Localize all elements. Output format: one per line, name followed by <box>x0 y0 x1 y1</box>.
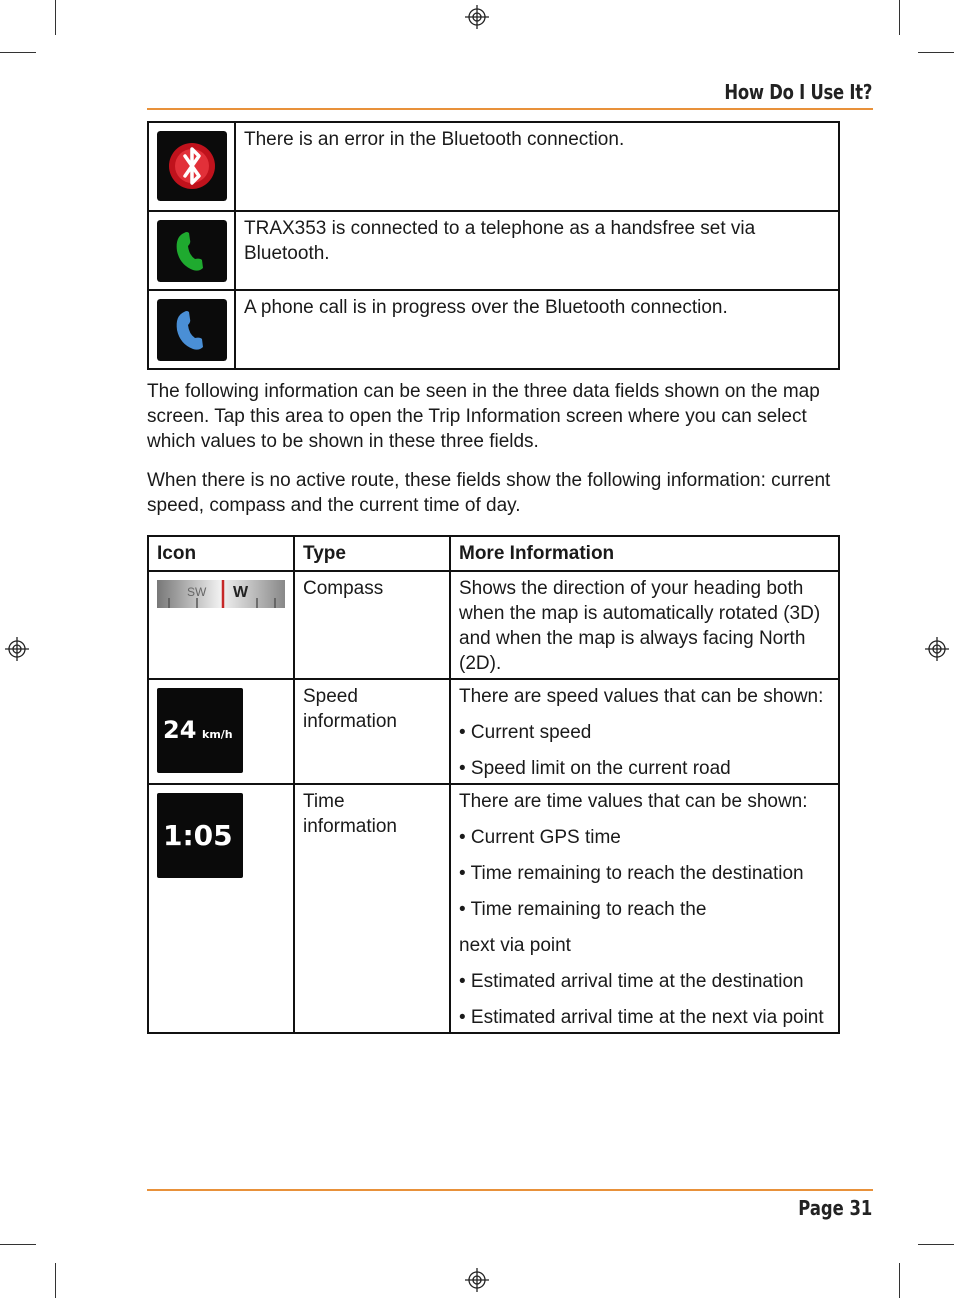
info-bullet: • Estimated arrival time at the next via point <box>459 1007 824 1028</box>
info-cell <box>450 571 839 679</box>
icon-cell <box>148 290 235 369</box>
page-number: Page 31 <box>797 1196 872 1220</box>
table-row <box>148 122 839 211</box>
icon-cell <box>148 122 235 211</box>
info-cell <box>450 679 839 784</box>
crop-mark <box>899 0 900 35</box>
info-bullet: • Current GPS time <box>459 827 621 848</box>
info-bullet: next via point <box>459 935 571 956</box>
icon-cell <box>148 211 235 290</box>
info-bullet: • Time remaining to reach the <box>459 899 707 920</box>
speed-value: 24 <box>163 716 197 744</box>
registration-mark-icon <box>465 5 489 29</box>
info-bullet: • Estimated arrival time at the destination <box>459 971 804 992</box>
compass-strip-icon <box>157 580 285 608</box>
crop-mark <box>0 1244 36 1245</box>
table-row <box>148 784 839 1033</box>
info-text: Shows the direction of your heading both when the map is automatically rotated (3D) and when the map is always facing North (2D). <box>459 578 821 674</box>
icon-cell <box>148 679 294 784</box>
info-text: There are time values that can be shown: <box>459 791 808 812</box>
icon-cell <box>148 784 294 1033</box>
status-description: A phone call is in progress over the Bluetooth connection. <box>235 290 839 369</box>
info-cell <box>450 784 839 1033</box>
crop-mark <box>899 1263 900 1298</box>
column-header-type: Type <box>294 536 450 571</box>
status-description: TRAX353 is connected to a telephone as a handsfree set via Bluetooth. <box>235 211 839 290</box>
table-row <box>148 290 839 369</box>
info-bullet: • Time remaining to reach the destination <box>459 863 804 884</box>
info-text: There are speed values that can be shown: <box>459 686 824 707</box>
status-description: There is an error in the Bluetooth connection. <box>235 122 839 211</box>
table-row <box>148 571 839 679</box>
status-icon-table <box>147 121 840 370</box>
info-bullet: • Current speed <box>459 722 592 743</box>
info-bullet: • Speed limit on the current road <box>459 758 731 779</box>
column-header-icon: Icon <box>148 536 294 571</box>
time-display-icon <box>157 793 243 878</box>
crop-mark <box>918 1244 954 1245</box>
body-paragraph: When there is no active route, these fields show the following information: current speed, compass and the current time of day. <box>147 470 831 516</box>
table-header-row <box>148 536 839 571</box>
crop-mark <box>918 52 954 53</box>
column-header-more-information: More Information <box>450 536 839 571</box>
data-fields-table <box>147 535 840 1034</box>
icon-cell <box>148 571 294 679</box>
compass-label-w: W <box>233 584 249 601</box>
speed-display-icon <box>157 688 243 773</box>
crop-mark <box>55 0 56 35</box>
registration-mark-icon <box>925 637 949 661</box>
compass-label-sw: SW <box>187 585 207 599</box>
page-header-title: How Do I Use It? <box>724 80 872 104</box>
body-paragraph: The following information can be seen in the three data fields shown on the map screen. Tap this area to open the Trip Information screen where you can select which values to be shown in these three fields. <box>147 381 820 452</box>
registration-mark-icon <box>5 637 29 661</box>
type-cell: Compass <box>294 571 450 679</box>
type-cell: Speed information <box>294 679 450 784</box>
registration-mark-icon <box>465 1268 489 1292</box>
table-row <box>148 679 839 784</box>
crop-mark <box>55 1263 56 1298</box>
footer-rule <box>147 1189 873 1191</box>
time-value: 1:05 <box>163 819 233 852</box>
phone-blue-icon <box>157 299 227 361</box>
type-cell: Time information <box>294 784 450 1033</box>
crop-mark <box>0 52 36 53</box>
header-rule <box>147 108 873 110</box>
speed-unit: km/h <box>202 728 233 741</box>
phone-green-icon <box>157 220 227 282</box>
table-row <box>148 211 839 290</box>
bluetooth-error-icon <box>157 131 227 201</box>
